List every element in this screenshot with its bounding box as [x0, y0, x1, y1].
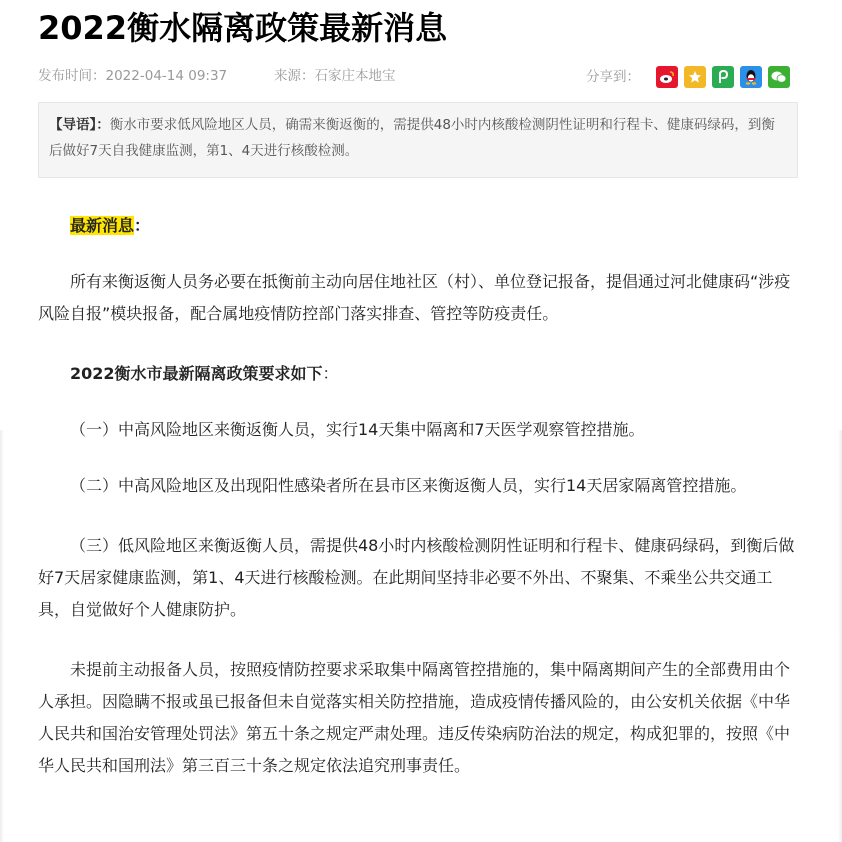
share-bar — [586, 63, 790, 91]
article-meta — [38, 62, 798, 90]
pengyou-icon[interactable] — [712, 66, 734, 88]
share-label: 分享到： — [586, 69, 640, 85]
latest-news-label: 最新消息 — [70, 216, 135, 235]
qq-icon[interactable] — [740, 66, 762, 88]
policy-item-2: （二）中高风险地区及出现阳性感染者所在县市区来衡返衡人员，实行14天居家隔离管控措施。 — [70, 476, 747, 495]
policy-item-3: （三）低风险地区来衡返衡人员，需提供48小时内核酸检测阴性证明和行程卡、健康码绿码，到衡后做好7天居家健康监测，第1、4天进行核酸检测。在此期间坚持非必要不外出、不聚集、不乘坐公共交通工具，自觉做好个人健康防护。 — [38, 536, 795, 619]
article-source: 来源：石家庄本地宝 — [274, 68, 396, 84]
policy-item-1: （一）中高风险地区来衡返衡人员，实行14天集中隔离和7天医学观察管控措施。 — [70, 420, 645, 439]
policy-heading-text: 2022衡水市最新隔离政策要求如下 — [70, 364, 323, 383]
publish-time: 发布时间：2022-04-14 09:37 — [38, 68, 228, 84]
right-edge-shadow — [838, 430, 842, 842]
latest-news-heading — [38, 210, 798, 242]
summary-text: 衡水市要求低风险地区人员，确需来衡返衡的，需提供48小时内核酸检测阴性证明和行程卡、健康码绿码，到衡后做好7天自我健康监测，第1、4天进行核酸检测。 — [49, 117, 775, 159]
paragraph-penalty: 未提前主动报备人员，按照疫情防控要求采取集中隔离管控措施的，集中隔离期间产生的全部费用由个人承担。因隐瞒不报或虽已报备但未自觉落实相关防控措施，造成疫情传播风险的，由公安机关依据《中华人民共和国治安管理处罚法》第五十条之规定严肃处理。违反传染病防治法的规定，构成犯罪的，按照《中华人民共和国刑法》第三百三十条之规定依法追究刑事责任。 — [38, 660, 791, 775]
article-title: 2022衡水隔离政策最新消息 — [38, 9, 448, 47]
article-summary — [38, 102, 798, 178]
policy-heading-colon: ： — [322, 364, 339, 383]
policy-heading — [38, 358, 798, 390]
left-edge-shadow — [0, 430, 4, 842]
summary-lead: 【导语】： — [49, 117, 110, 133]
paragraph-registration: 所有来衡返衡人员务必要在抵衡前主动向居住地社区（村）、单位登记报备，提倡通过河北健康码“涉疫风险自报”模块报备，配合属地疫情防控部门落实排查、管控等防疫责任。 — [38, 272, 791, 323]
weibo-icon[interactable] — [656, 66, 678, 88]
qzone-icon[interactable] — [684, 66, 706, 88]
article-container — [38, 0, 798, 810]
latest-news-colon: ： — [134, 216, 151, 235]
article-body — [38, 210, 798, 782]
wechat-icon[interactable] — [768, 66, 790, 88]
